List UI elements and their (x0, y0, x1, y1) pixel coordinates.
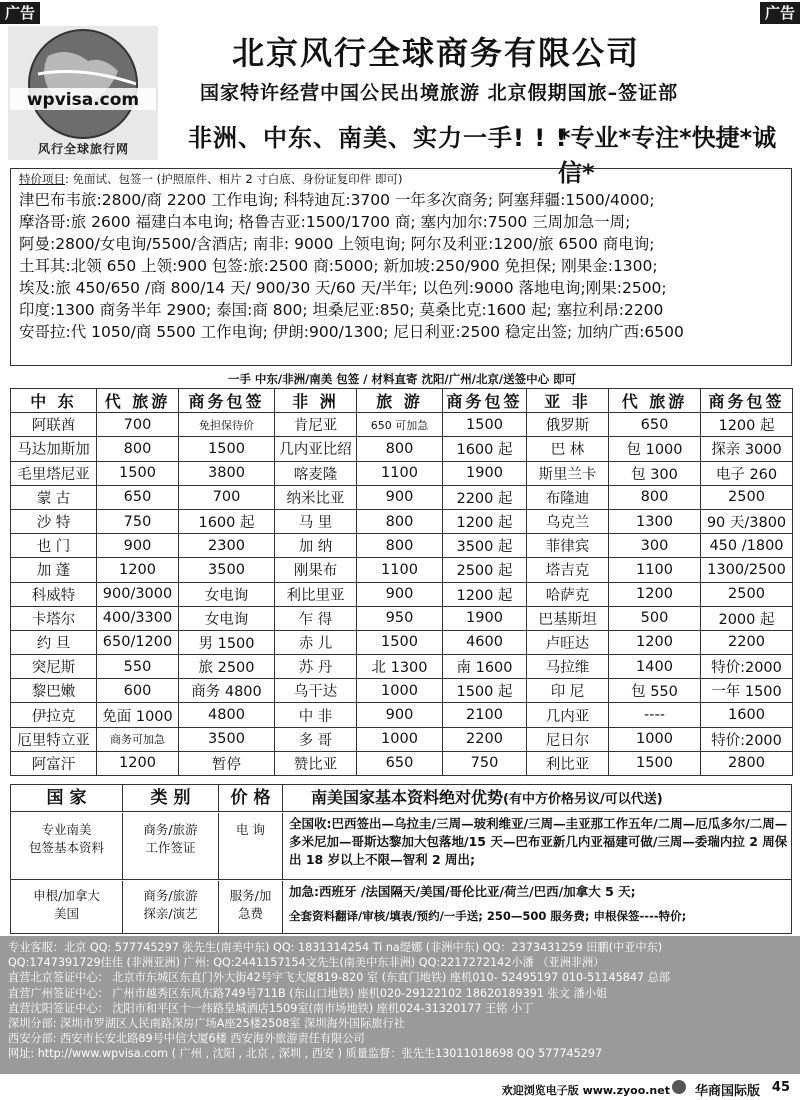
table-cell: 500 (609, 606, 701, 630)
footer-line: 西安分部: 西安市长安北路89号中信大厦6楼 西安海外旅游责任有限公司 (8, 1032, 365, 1046)
table-cell: 3500 起 (443, 534, 527, 558)
table-cell: 1000 (357, 727, 443, 751)
table-cell: 90 天/3800 (701, 509, 793, 533)
table-cell: 几内亚比绍 (275, 437, 357, 461)
table-cell: 450 /1800 (701, 534, 793, 558)
table-cell: 1500 (179, 437, 275, 461)
table-cell: ---- (609, 703, 701, 727)
table-cell: 肯尼亚 (275, 413, 357, 437)
column-header: 中 东 (11, 389, 97, 413)
table-cell: 1500 起 (443, 679, 527, 703)
page-number: 45 (771, 1080, 790, 1095)
table-cell: 加 蓬 (11, 558, 97, 582)
table-cell: 约 旦 (11, 630, 97, 654)
table-row (11, 437, 793, 461)
table-cell: 1900 (443, 606, 527, 630)
row1-price: 电 询 (219, 813, 283, 879)
table-cell: 1500 (97, 461, 179, 485)
offer-line: 埃及:旅 450/650 /商 800/14 天/ 900/30 天/60 天/半年; 以色列:9000 落地电询;刚果:2500; (19, 279, 667, 297)
column-header: 商务包签 (443, 389, 527, 413)
table-cell: 800 (357, 534, 443, 558)
special-offers-box (10, 168, 792, 366)
table-cell: 中 非 (275, 703, 357, 727)
table-cell: 巴 林 (527, 437, 609, 461)
table-cell: 包 1000 (609, 437, 701, 461)
row2-category: 商务/旅游 探亲/演艺 (123, 881, 219, 933)
table-cell: 1000 (357, 679, 443, 703)
header-category: 类 别 (123, 785, 219, 811)
table-cell: 阿联酋 (11, 413, 97, 437)
price-table (10, 388, 793, 776)
table-cell: 黎巴嫩 (11, 679, 97, 703)
table-cell: 1000 (609, 727, 701, 751)
table-cell: 商务可加急 (97, 727, 179, 751)
table-cell: 900/3000 (97, 582, 179, 606)
table-cell: 赞比亚 (275, 751, 357, 775)
row1-country: 专业南美 包签基本资料 (11, 813, 123, 879)
table-cell: 300 (609, 534, 701, 558)
footer-website[interactable]: 网址: http://www.wpvisa.com ( 广州 , 沈阳 , 北京 , 深圳 , 西安 ) 质量监督：张先生13011018698 QQ 577745297 (8, 1047, 603, 1061)
header-price: 价 格 (219, 785, 283, 811)
table-cell: 几内亚 (527, 703, 609, 727)
table-row (11, 655, 793, 679)
table-cell: 一年 1500 (701, 679, 793, 703)
table-cell: 印 尼 (527, 679, 609, 703)
table-cell: 800 (609, 485, 701, 509)
slogan-values: *专业*专注*快捷*诚信* (558, 124, 777, 187)
row2-country: 申根/加拿大 美国 (11, 881, 123, 933)
table-cell: 2000 起 (701, 606, 793, 630)
table-cell: 4800 (179, 703, 275, 727)
table-cell: 2500 (701, 485, 793, 509)
table-row (11, 751, 793, 775)
table-cell: 700 (97, 413, 179, 437)
table-cell: 900 (357, 485, 443, 509)
table-cell: 1300 (609, 509, 701, 533)
table-cell: 巴基斯坦 (527, 606, 609, 630)
table-cell: 商务 4800 (179, 679, 275, 703)
table-cell: 650 (97, 485, 179, 509)
footer-line: 直营北京签证中心： 北京市东城区东直门外大街42号宇飞大厦819-820 室 (东直门地铁) 座机010- 52495197 010-51145847 总部 (8, 971, 671, 985)
table-cell: 800 (357, 437, 443, 461)
table-cell: 特价:2000 (701, 727, 793, 751)
table-cell: 赤 儿 (275, 630, 357, 654)
table-row (11, 461, 793, 485)
table-cell: 950 (357, 606, 443, 630)
company-subtitle: 国家特许经营中国公民出境旅游 北京假期国旅–签证部 (200, 82, 679, 104)
table-cell: 刚果布 (275, 558, 357, 582)
table-cell: 1200 (97, 751, 179, 775)
table-cell: 乌干达 (275, 679, 357, 703)
table-cell: 800 (97, 437, 179, 461)
table-cell: 650 (609, 413, 701, 437)
table-cell: 1100 (609, 558, 701, 582)
table-cell: 喀麦隆 (275, 461, 357, 485)
table-cell: 卡塔尔 (11, 606, 97, 630)
table-cell: 菲律宾 (527, 534, 609, 558)
table-cell: 1100 (357, 558, 443, 582)
table-cell: 科威特 (11, 582, 97, 606)
footer-line: QQ:1747391729佳佳 (非洲亚洲) 广州: QQ:2441157154文先生(南美中东非洲) QQ:2217272142小潘 （亚洲非洲） (8, 956, 605, 970)
table-cell: 利比亚 (527, 751, 609, 775)
table-cell: 利比里亚 (275, 582, 357, 606)
table-cell: 乌克兰 (527, 509, 609, 533)
table-cell: 也 门 (11, 534, 97, 558)
table-cell: 1500 (357, 630, 443, 654)
table-cell: 厄里特立亚 (11, 727, 97, 751)
table-cell: 阿富汗 (11, 751, 97, 775)
table-cell: 女电询 (179, 582, 275, 606)
row2-text1: 加急:西班牙 /法国隔天/美国/哥伦比亚/荷兰/巴西/加拿大 5 天; (289, 884, 636, 899)
service-note: 一手 中东/非洲/南美 包签 / 材料直寄 沈阳/广州/北京/送签中心 即可 (227, 372, 577, 386)
table-cell: 1200 起 (443, 509, 527, 533)
table-row (11, 509, 793, 533)
table-cell: 750 (97, 509, 179, 533)
table-cell: 蒙 古 (11, 485, 97, 509)
column-header: 代 旅游 (97, 389, 179, 413)
table-cell: 1200 起 (701, 413, 793, 437)
table-cell: 4600 (443, 630, 527, 654)
table-cell: 2300 (179, 534, 275, 558)
table-cell: 1400 (609, 655, 701, 679)
welcome-text: 欢迎浏览电子版 www.zyoo.net (501, 1084, 670, 1097)
table-cell: 1500 (443, 413, 527, 437)
table-header-row (11, 389, 793, 413)
table-row (11, 534, 793, 558)
table-row (11, 727, 793, 751)
table-cell: 400/3300 (97, 606, 179, 630)
column-header: 亚 非 (527, 389, 609, 413)
special-intro-text: : 免面试、包签一 (护照原件、相片 2 寸白底、身份证复印件 即可) (65, 172, 403, 186)
table-row (11, 558, 793, 582)
table-row (11, 703, 793, 727)
table-cell: 尼日尔 (527, 727, 609, 751)
table-cell: 沙 特 (11, 509, 97, 533)
table-cell: 毛里塔尼亚 (11, 461, 97, 485)
table-cell: 包 550 (609, 679, 701, 703)
south-america-title (311, 785, 663, 811)
table-cell: 加 纳 (275, 534, 357, 558)
table-row (11, 413, 793, 437)
table-cell: 2500 起 (443, 558, 527, 582)
special-intro (11, 169, 791, 189)
table-cell: 斯里兰卡 (527, 461, 609, 485)
table-row (11, 679, 793, 703)
logo-text: wpvisa.com (26, 90, 140, 110)
footer-line: 深圳分部: 深圳市罗湖区人民南路深房广场A座25楼2508室 深圳海外国际旅行社 (8, 1017, 405, 1031)
column-header: 商务包签 (701, 389, 793, 413)
column-header: 非 洲 (275, 389, 357, 413)
publisher-logo-icon (672, 1080, 686, 1094)
company-name: 北京风行全球商务有限公司 (232, 34, 641, 72)
table-cell: 1200 起 (443, 582, 527, 606)
offer-line: 摩洛哥:旅 2600 福建白本电询; 格鲁吉亚:1500/1700 商; 塞内加尔:7500 三周加急一周; (19, 213, 631, 231)
column-header: 旅 游 (357, 389, 443, 413)
row1-category: 商务/旅游 工作签证 (123, 813, 219, 879)
footer-line: 直营广州签证中心： 广州市越秀区东风东路749号711B (东山口地铁) 座机020-29122102 18620189391 张文 潘小姐 (8, 986, 608, 1000)
table-cell: 马 里 (275, 509, 357, 533)
row1-text: 全国收:巴西签出—乌拉圭/三周—玻利维亚/三周—圭亚那工作五年/二周—厄瓜多尔/二周—多米尼加—哥斯达黎加大包落地/15 天—巴布亚新几内亚福建可做/三周—委瑞内拉 2 周保出 18 岁以上不限—智利 2 周出; (289, 816, 788, 867)
table-cell: 650 可加急 (357, 413, 443, 437)
offer-line: 印度:1300 商务半年 2900; 泰国:商 800; 坦桑尼亚:850; 莫桑比克:1600 起; 塞拉利昂:2200 (19, 301, 664, 319)
table-cell: 1500 (609, 751, 701, 775)
table-cell: 1200 (609, 582, 701, 606)
footer-line: 直营沈阳签证中心： 沈阳市和平区十一纬路皇城酒店1509室(南市场地铁) 座机024-31320177 王铭 小丁 (8, 1001, 534, 1015)
table-cell: 暂停 (179, 751, 275, 775)
table-row (11, 606, 793, 630)
table-cell: 2500 (701, 582, 793, 606)
table-cell: 俄罗斯 (527, 413, 609, 437)
special-intro-label: 特价项目 (19, 172, 65, 186)
row2-text2: 全套资料翻译/审核/填表/预约/一手送; 250—500 服务费; 申根保签----特价; (289, 909, 687, 923)
table-cell: 2100 (443, 703, 527, 727)
table-cell: 乍 得 (275, 606, 357, 630)
table-cell: 2200 (443, 727, 527, 751)
table-cell: 特价:2000 (701, 655, 793, 679)
south-america-note: (有中方价格另议/可以代送) (503, 792, 663, 807)
table-row (11, 630, 793, 654)
table-cell: 哈萨克 (527, 582, 609, 606)
table-cell: 800 (357, 509, 443, 533)
table-cell: 卢旺达 (527, 630, 609, 654)
table-cell: 3500 (179, 727, 275, 751)
column-header: 代 旅游 (609, 389, 701, 413)
table-cell: 伊拉克 (11, 703, 97, 727)
table-cell: 苏 丹 (275, 655, 357, 679)
table-cell: 1600 起 (443, 437, 527, 461)
table-cell: 纳米比亚 (275, 485, 357, 509)
table-cell: 多 哥 (275, 727, 357, 751)
table-cell: 900 (97, 534, 179, 558)
table-cell: 包 300 (609, 461, 701, 485)
slogan: 非洲、中东、南美、实力一手! ! ! (188, 124, 568, 152)
table-cell: 旅 2500 (179, 655, 275, 679)
table-cell: 1200 (97, 558, 179, 582)
contact-footer (0, 936, 800, 1074)
table-cell: 2200 起 (443, 485, 527, 509)
table-cell: 1600 (701, 703, 793, 727)
table-cell: 马拉维 (527, 655, 609, 679)
table-cell: 900 (357, 582, 443, 606)
table-cell: 1600 起 (179, 509, 275, 533)
column-header: 商务包签 (179, 389, 275, 413)
south-america-section (10, 784, 792, 934)
table-cell: 探亲 3000 (701, 437, 793, 461)
footer-line: 专业客服：北京 QQ: 577745297 张先生(南美中东) QQ: 1831314254 Ti na缇娜 (非洲中东) QQ：2373431259 田鹏(中亚中东) (8, 941, 663, 954)
table-cell: 1300/2500 (701, 558, 793, 582)
offer-line: 安哥拉:代 1050/商 5500 工作电询; 伊朗:900/1300; 尼日利亚:2500 稳定出签; 加纳广西:6500 (19, 323, 684, 341)
table-cell: 750 (443, 751, 527, 775)
table-cell: 突尼斯 (11, 655, 97, 679)
page-bar (0, 1076, 800, 1100)
table-cell: 电子 260 (701, 461, 793, 485)
table-cell: 650 (357, 751, 443, 775)
table-cell: 3500 (179, 558, 275, 582)
table-cell: 塔吉克 (527, 558, 609, 582)
header-country: 国 家 (11, 785, 123, 811)
table-cell: 3800 (179, 461, 275, 485)
offer-line: 津巴布韦旅:2800/商 2200 工作电询; 科特迪瓦:3700 一年多次商务; 阿塞拜疆:1500/4000; (19, 191, 655, 209)
table-cell: 南 1600 (443, 655, 527, 679)
table-cell: 免面 1000 (97, 703, 179, 727)
row2-price: 服务/加 急费 (219, 881, 283, 933)
table-row (11, 582, 793, 606)
table-cell: 1900 (443, 461, 527, 485)
table-cell: 女电询 (179, 606, 275, 630)
table-cell: 北 1300 (357, 655, 443, 679)
ad-label-right: 广告 (760, 2, 800, 24)
offer-line: 土耳其:北领 650 上领:900 包签:旅:2500 商:5000; 新加坡:250/900 免担保; 刚果金:1300; (19, 257, 658, 275)
logo-caption: 风行全球旅行网 (38, 142, 130, 156)
table-cell: 1200 (609, 630, 701, 654)
table-cell: 免担保待价 (179, 413, 275, 437)
table-cell: 900 (357, 703, 443, 727)
table-cell: 马达加斯加 (11, 437, 97, 461)
table-row (11, 485, 793, 509)
table-cell: 布隆迪 (527, 485, 609, 509)
south-america-title-text: 南美国家基本资料绝对优势 (311, 788, 504, 807)
offer-line: 阿曼:2800/女电询/5500/含酒店; 南非: 9000 上领电询; 阿尔及利亚:1200/旅 6500 商电询; (19, 235, 655, 253)
ad-label-left: 广告 (0, 2, 40, 24)
table-cell: 650/1200 (97, 630, 179, 654)
table-cell: 2800 (701, 751, 793, 775)
table-cell: 2200 (701, 630, 793, 654)
table-cell: 550 (97, 655, 179, 679)
table-cell: 600 (97, 679, 179, 703)
table-cell: 700 (179, 485, 275, 509)
publication-brand: 华商国际版 (694, 1084, 760, 1099)
table-cell: 1100 (357, 461, 443, 485)
table-cell: 男 1500 (179, 630, 275, 654)
